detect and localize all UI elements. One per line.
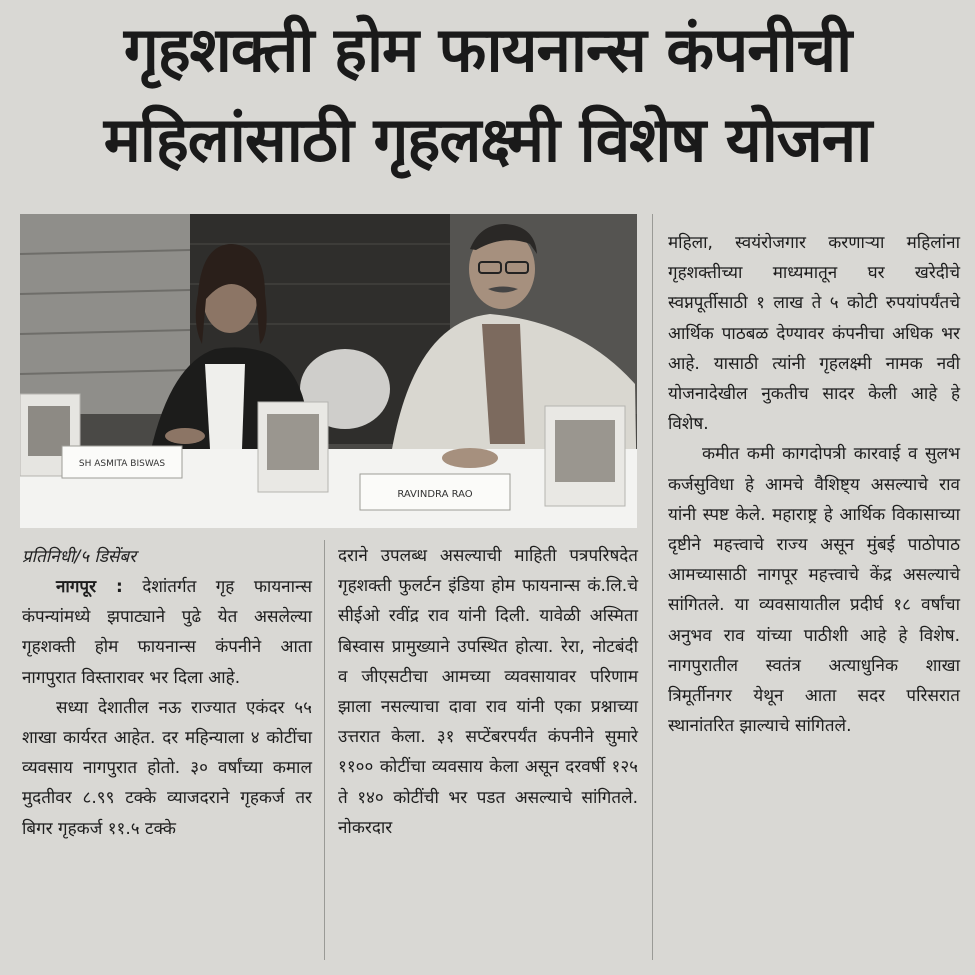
headline-line-2: महिलांसाठी गृहलक्ष्मी विशेष योजना	[103, 103, 872, 176]
article-column-2	[338, 541, 638, 843]
article-column-3	[668, 228, 960, 741]
paragraph	[22, 572, 312, 693]
press-conference-photo	[20, 214, 637, 528]
paragraph: कमीत कमी कागदोपत्री कारवाई व सुलभ कर्जसुविधा हे आमचे वैशिष्ट्य असल्याचे राव यांनी स्पष्ट केले. महाराष्ट्र हे आर्थिक विकासाच्या दृष्टीने महत्त्वाचे राज्य असून मुंबई पाठोपाठ आमच्यासाठी नागपूर महत्त्वाचे केंद्र असल्याचे सांगितले. या व्यवसायातील प्रदीर्घ १८ वर्षांचा अनुभव राव यांच्या पाठीशी आहे हे विशेष. नागपुरातील स्वतंत्र अत्याधुनिक शाखा त्रिमूर्तीनगर येथून आता सदर परिसरात स्थानांतरित झाल्याचे सांगितले.	[668, 444, 960, 737]
paragraph: महिला, स्वयंरोजगार करणाऱ्या महिलांना गृहशक्तीच्या माध्यमातून घर खरेदीचे स्वप्नपूर्तीसाठी १ लाख ते ५ कोटी रुपयांपर्यंतचे आर्थिक पाठबळ देण्यावर कंपनीचा अधिक भर आहे. यासाठी त्यांनी गृहलक्ष्मी नामक नवी योजनादेखील नुकतीच सादर केली आहे हे विशेष.	[668, 233, 960, 435]
paragraph: दराने उपलब्ध असल्याची माहिती पत्रपरिषदेत गृहशक्ती फुलर्टन इंडिया होम फायनान्स कं.लि.चे सीईओ रवींद्र राव यांनी दिली. यावेळी अस्मिता बिस्वास प्रामुख्याने उपस्थित होत्या. रेरा, नोटबंदी व जीएसटीचा आमच्या व्यवसायावर परिणाम झाला नसल्याचा दावा राव यांनी एका प्रश्नाच्या उत्तरात केला. ३१ सप्टेंबरपर्यंत कंपनीने सुमारे ११०० कोटींचा व्यवसाय केला असून दरवर्षी १२५ ते १४० कोटींची भर पडत असल्याचे सांगितले. नोकरदार	[338, 546, 638, 838]
dateline-place: नागपूर :	[56, 577, 123, 597]
headline-line-1: गृहशक्ती होम फायनान्स कंपनीची	[123, 13, 852, 86]
paragraph-text: देशांतर्गत गृह फायनान्स कंपन्यांमध्ये झपाट्याने पुढे येत असलेल्या गृहशक्ती होम फायनान्स कंपनीने आता नागपुरात विस्तारावर भर दिला आहे.	[22, 577, 312, 688]
nameplate-left: SH ASMITA BISWAS	[78, 459, 166, 469]
article-dateline: प्रतिनिधी/५ डिसेंबर	[22, 547, 137, 567]
article-column-1	[22, 572, 312, 844]
nameplate-right: RAVINDRA RAO	[397, 489, 473, 500]
column-divider	[324, 540, 325, 960]
paragraph: सध्या देशातील नऊ राज्यात एकंदर ५५ शाखा कार्यरत आहेत. दर महिन्याला ४ कोटींचा व्यवसाय नागपुरात होतो. ३० वर्षांच्या कमाल मुदतीवर ८.९९ टक्के व्याजदराने गृहकर्ज तर बिगर गृहकर्ज ११.५ टक्के	[22, 697, 312, 839]
column-divider	[652, 214, 653, 960]
